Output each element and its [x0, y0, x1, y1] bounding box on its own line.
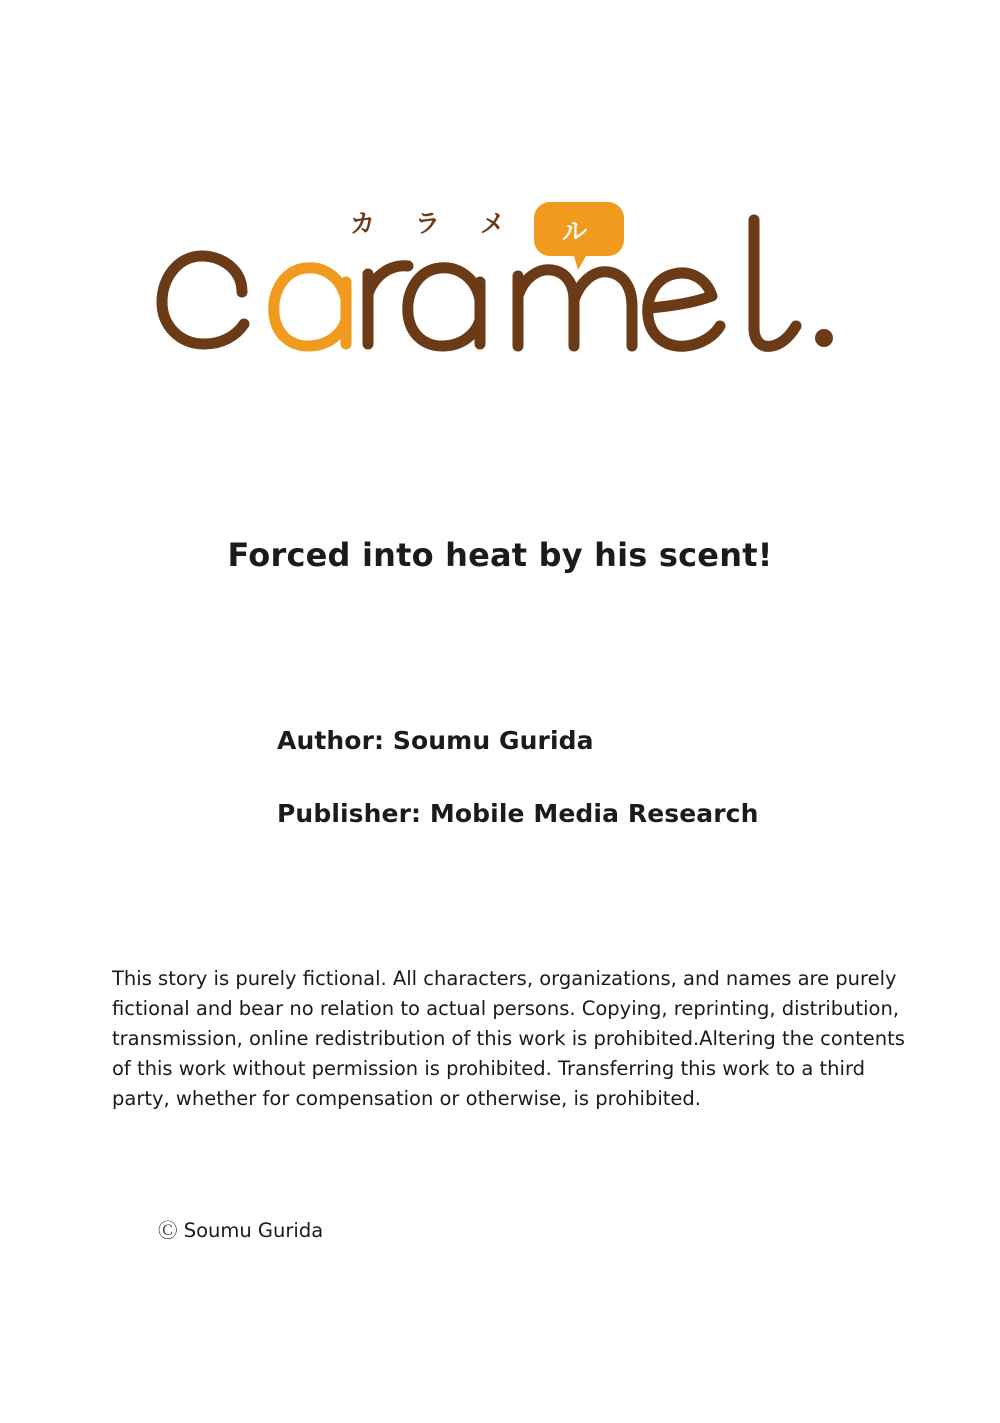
copyright-notice: Ⓒ Soumu Gurida — [158, 1219, 324, 1242]
author-line: Author: Soumu Gurida — [277, 726, 594, 755]
caramel-logo — [0, 196, 1000, 386]
caramel-logo-icon — [150, 196, 850, 386]
ruby-ru-bubble — [534, 202, 624, 270]
svg-text:ル: ル — [562, 217, 588, 246]
ruby-me: メ — [480, 209, 506, 238]
ruby-ra: ラ — [415, 209, 441, 238]
credits-block — [277, 726, 927, 872]
page-title: Forced into heat by his scent! — [227, 536, 773, 574]
disclaimer-text: This story is purely fictional. All characters, organizations, and names are purely fictional and bear no relation to actual persons. Copying, reprinting, distribution, transmission, online redistribution of this work is prohibited.Altering the contents of this work without permission is prohibited. Transferring this work to a third party, whether for compensation or otherwise, is prohibited. — [112, 967, 905, 1110]
ruby-ka: カ — [350, 209, 376, 238]
publisher-line: Publisher: Mobile Media Research — [277, 799, 759, 828]
